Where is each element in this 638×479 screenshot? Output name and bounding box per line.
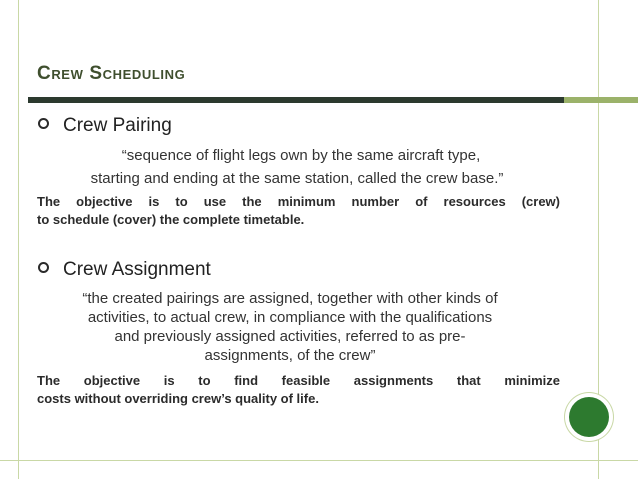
section-heading-crew-pairing (38, 115, 172, 137)
crew-assignment-objective (37, 372, 560, 408)
objective-line: The objective is to use the minimum number of resources (crew) (37, 194, 560, 209)
objective-line: The objective is to find feasible assignments that minimize (37, 373, 560, 388)
definition-line: activities, to actual crew, in compliance with the qualifications (87, 309, 493, 326)
frame-line-bottom (0, 460, 638, 461)
frame-line-left (18, 0, 19, 479)
hollow-circle-bullet-icon (38, 118, 49, 129)
slide-title: Crew Scheduling (37, 63, 186, 84)
decorative-green-circle (569, 397, 609, 437)
objective-line: costs without overriding crew’s quality of life. (37, 391, 319, 406)
definition-line: and previously assigned activities, referred to as pre- (114, 328, 466, 345)
crew-assignment-definition (30, 289, 550, 365)
hollow-circle-bullet-icon (38, 262, 49, 273)
title-rule-dark (28, 97, 564, 103)
definition-line: “the created pairings are assigned, together with other kinds of (82, 290, 498, 307)
objective-line: to schedule (cover) the complete timetable. (37, 212, 305, 227)
section-heading-crew-assignment (38, 259, 211, 281)
section-heading-text: Crew Pairing (63, 115, 172, 136)
definition-line: starting and ending at the same station, called the crew base.” (90, 170, 504, 187)
definition-line: assignments, of the crew” (204, 347, 376, 364)
section-heading-text: Crew Assignment (63, 259, 211, 280)
title-rule-accent (564, 97, 638, 103)
crew-pairing-objective (37, 193, 560, 229)
definition-line: “sequence of flight legs own by the same aircraft type, (121, 147, 481, 164)
crew-pairing-definition (52, 146, 542, 188)
